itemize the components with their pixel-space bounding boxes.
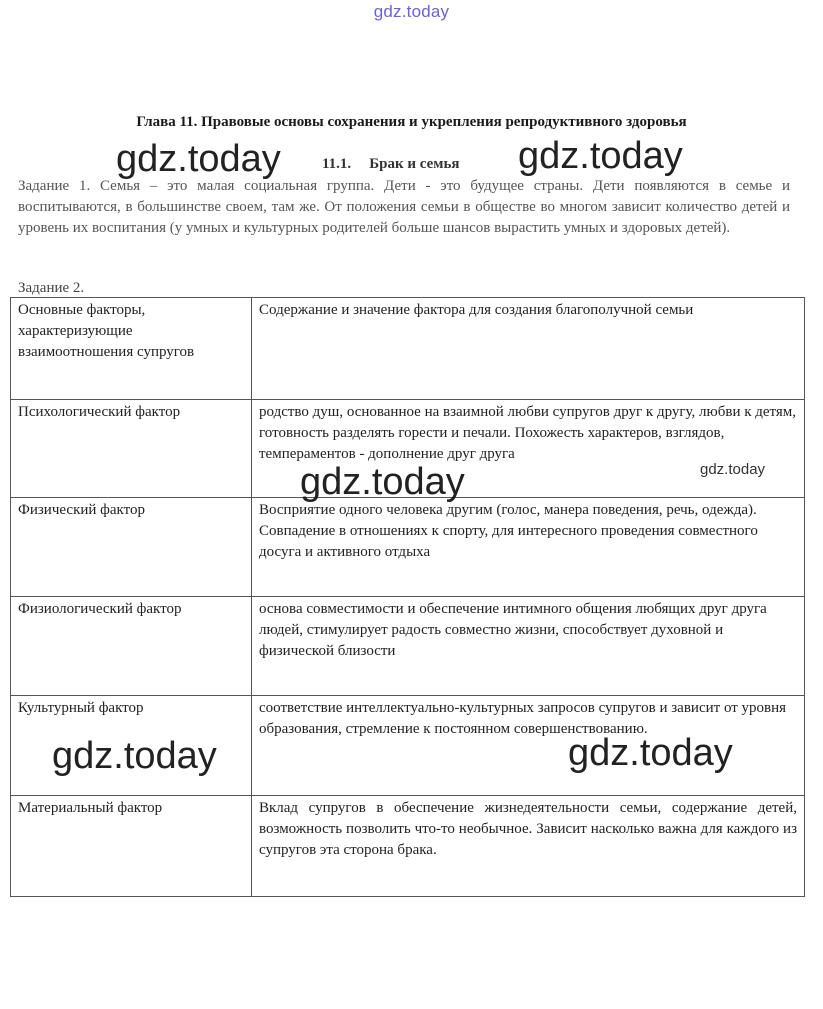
table-row <box>11 597 805 696</box>
watermark-top[interactable]: gdz.today <box>373 2 450 21</box>
section-number: 11.1. <box>322 156 352 172</box>
content-cell: Вклад супругов в обеспечение жизнедеятельности семьи, содержание детей, возможность позволить что-то необычное. Зависит насколько важна для каждого из супругов эта сторона брака. <box>252 796 805 897</box>
header-cell-factors: Основные факторы, характеризующие взаимоотношения супругов <box>11 298 252 400</box>
factors-table <box>10 297 805 897</box>
watermark: gdz.today <box>568 732 733 774</box>
header-cell-content: Содержание и значение фактора для создания благополучной семьи <box>252 298 805 400</box>
content-cell: Восприятие одного человека другим (голос, манера поведения, речь, одежда). Совпадение в отношениях к спорту, для интересного проведения совместного досуга и активного отдыха <box>252 498 805 597</box>
task2-label: Задание 2. <box>18 280 85 296</box>
chapter-title: Глава 11. Правовые основы сохранения и укрепления репродуктивного здоровья <box>136 114 687 130</box>
factor-cell: Психологический фактор <box>11 400 252 498</box>
table-row <box>11 498 805 597</box>
factor-cell: Физический фактор <box>11 498 252 597</box>
table-header-row <box>11 298 805 400</box>
section-title: Брак и семья <box>369 156 460 172</box>
content-cell: родство душ, основанное на взаимной любви супругов друг к другу, любви к детям, готовность разделять горести и печали. Похожесть характеров, взглядов, темпераментов - дополнение друг друга <box>252 400 805 498</box>
section-heading <box>322 156 460 173</box>
watermark: gdz.today <box>700 461 766 478</box>
factor-cell: Физиологический фактор <box>11 597 252 696</box>
watermark: gdz.today <box>300 461 465 503</box>
content-cell: соответствие интеллектуально-культурных запросов супругов и зависит от уровня образования, стремление к постоянном совершенствованию. <box>252 696 805 796</box>
factor-cell: Материальный фактор <box>11 796 252 897</box>
content-cell: основа совместимости и обеспечение интимного общения любящих друг друга людей, стимулирует радость совместно жизни, способствует духовной и физической близости <box>252 597 805 696</box>
task1-paragraph: Задание 1. Семья – это малая социальная группа. Дети - это будущее страны. Дети появляются в семье и воспитываются, в большинстве своем, там же. От положения семьи в обществе во многом зависит количество детей и уровень их воспитания (у умных и культурных родителей больше шансов вырастить умных и здоровых детей). <box>18 178 790 236</box>
watermark: gdz.today <box>518 135 683 177</box>
factor-cell: Культурный фактор <box>11 696 252 796</box>
watermark: gdz.today <box>116 138 281 180</box>
watermark: gdz.today <box>52 735 217 777</box>
table-row <box>11 796 805 897</box>
